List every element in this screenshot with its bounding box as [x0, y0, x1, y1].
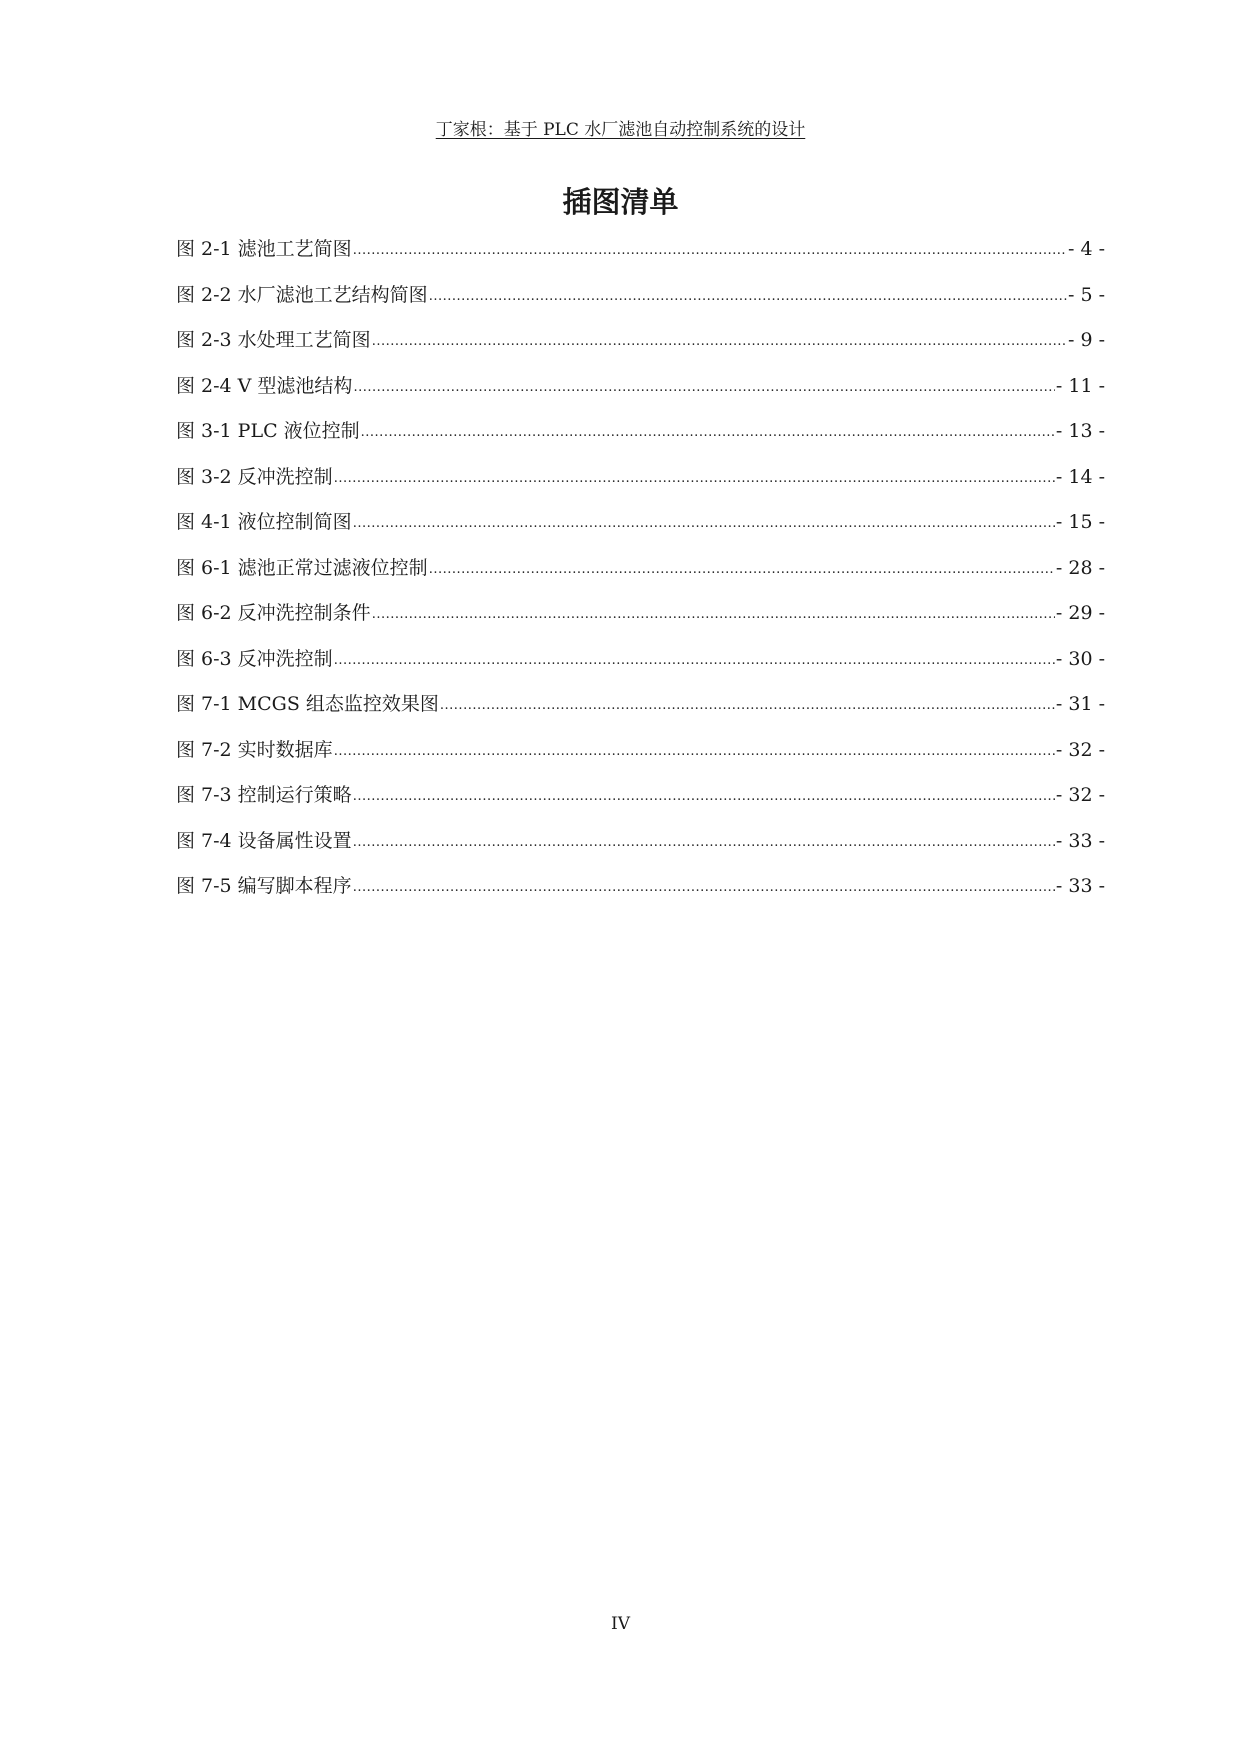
figure-page: - 31 - — [1055, 693, 1105, 715]
dot-leader — [353, 372, 1054, 401]
dot-leader — [334, 645, 1055, 674]
dot-leader — [372, 599, 1055, 628]
figure-entry[interactable] — [176, 373, 1105, 419]
figure-page: - 33 - — [1055, 875, 1105, 897]
dot-leader — [440, 690, 1055, 719]
figure-list — [176, 236, 1105, 919]
figure-entry[interactable] — [176, 418, 1105, 464]
figure-label: 图 2-1 滤池工艺简图 — [176, 238, 352, 260]
figure-page: - 14 - — [1055, 465, 1105, 488]
figure-entry[interactable] — [176, 828, 1105, 874]
figure-label: 图 7-4 设备属性设置 — [176, 829, 352, 852]
figure-page: - 5 - — [1067, 283, 1105, 306]
figure-entry[interactable] — [176, 509, 1105, 555]
figure-label: 图 2-3 水处理工艺简图 — [176, 329, 371, 351]
figure-label: 图 3-2 反冲洗控制 — [176, 465, 333, 488]
dot-leader — [353, 827, 1055, 856]
dot-leader — [429, 554, 1055, 583]
figure-entry[interactable] — [176, 327, 1105, 373]
running-header-text: 丁家根：基于 PLC 水厂滤池自动控制系统的设计 — [435, 120, 806, 140]
dot-leader — [334, 736, 1055, 765]
figure-page: - 15 - — [1055, 511, 1105, 533]
figure-page: - 11 - — [1055, 374, 1105, 397]
figure-page: - 13 - — [1055, 420, 1105, 442]
dot-leader — [353, 508, 1055, 537]
figure-page: - 28 - — [1055, 556, 1105, 579]
figure-page: - 32 - — [1055, 784, 1105, 806]
figure-label: 图 7-3 控制运行策略 — [176, 784, 352, 806]
figure-entry[interactable] — [176, 282, 1105, 328]
dot-leader — [353, 235, 1067, 264]
figure-page: - 4 - — [1067, 238, 1105, 260]
dot-leader — [353, 781, 1055, 810]
figure-entry[interactable] — [176, 691, 1105, 737]
figure-entry[interactable] — [176, 600, 1105, 646]
figure-entry[interactable] — [176, 873, 1105, 919]
figure-label: 图 2-4 V 型滤池结构 — [176, 374, 353, 397]
page-number: IV — [611, 1614, 630, 1634]
page-title: 插图清单 — [562, 185, 679, 219]
figure-page: - 32 - — [1055, 738, 1105, 761]
dot-leader — [353, 872, 1055, 901]
dot-leader — [429, 281, 1067, 310]
figure-page: - 9 - — [1067, 329, 1105, 351]
figure-entry[interactable] — [176, 236, 1105, 282]
dot-leader — [372, 326, 1067, 355]
figure-entry[interactable] — [176, 555, 1105, 601]
figure-page: - 30 - — [1055, 647, 1105, 670]
figure-label: 图 6-3 反冲洗控制 — [176, 647, 333, 670]
figure-label: 图 6-2 反冲洗控制条件 — [176, 602, 371, 624]
dot-leader — [334, 463, 1055, 492]
running-header — [0, 118, 1241, 142]
figure-page: - 33 - — [1055, 829, 1105, 852]
figure-label: 图 6-1 滤池正常过滤液位控制 — [176, 556, 428, 579]
dot-leader — [361, 417, 1055, 446]
figure-label: 图 7-5 编写脚本程序 — [176, 875, 352, 897]
figure-page: - 29 - — [1055, 602, 1105, 624]
figure-entry[interactable] — [176, 782, 1105, 828]
figure-entry[interactable] — [176, 464, 1105, 510]
figure-label: 图 2-2 水厂滤池工艺结构简图 — [176, 283, 428, 306]
figure-label: 图 3-1 PLC 液位控制 — [176, 420, 360, 442]
figure-label: 图 7-1 MCGS 组态监控效果图 — [176, 693, 439, 715]
figure-entry[interactable] — [176, 646, 1105, 692]
figure-label: 图 4-1 液位控制简图 — [176, 511, 352, 533]
figure-entry[interactable] — [176, 737, 1105, 783]
figure-label: 图 7-2 实时数据库 — [176, 738, 333, 761]
